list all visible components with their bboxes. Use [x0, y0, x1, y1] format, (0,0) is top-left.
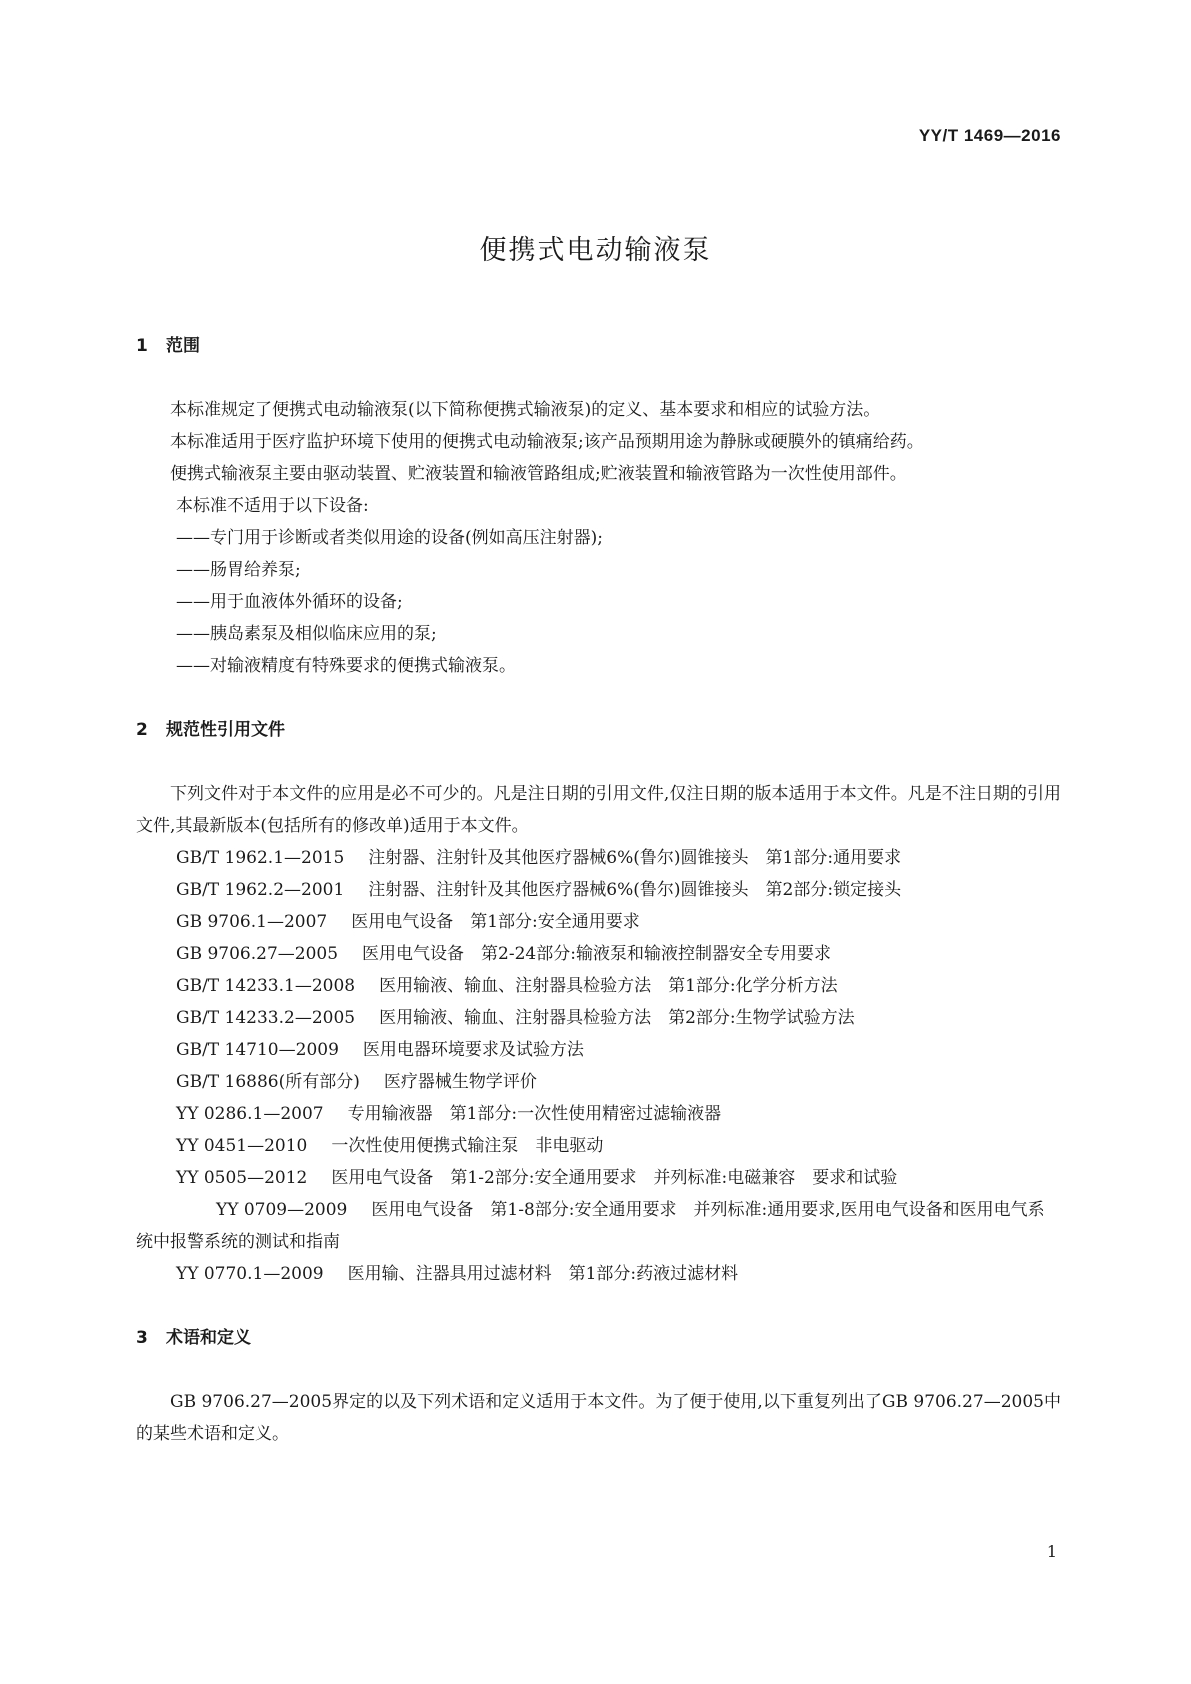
section-number: 2 [136, 720, 148, 740]
list-item: ——用于血液体外循环的设备; [176, 592, 403, 612]
reference-code: GB/T 16886(所有部分) [176, 1072, 360, 1092]
section-title: 范围 [166, 336, 200, 356]
section-terms-and-definitions [136, 1322, 1061, 1450]
reference-code: GB/T 14233.1—2008 [176, 976, 356, 996]
paragraph: 本标准适用于医疗监护环境下使用的便携式电动输液泵;该产品预期用途为静脉或硬膜外的镇痛给药。 [170, 432, 924, 452]
paragraph: 本标准不适用于以下设备: [176, 496, 369, 516]
list-item: ——肠胃给养泵; [176, 560, 301, 580]
section-heading [136, 1322, 1061, 1354]
document-body [136, 330, 1061, 1450]
reference-code: YY 0451—2010 [176, 1136, 308, 1156]
reference-code: GB/T 1962.2—2001 [176, 880, 345, 900]
reference-title: 注射器、注射针及其他医疗器械6%(鲁尔)圆锥接头 第1部分:通用要求 [368, 848, 902, 868]
reference-item [136, 906, 1061, 938]
reference-title: 医用输、注器具用过滤材料 第1部分:药液过滤材料 [347, 1264, 739, 1284]
reference-code: GB/T 14710—2009 [176, 1040, 339, 1060]
reference-code: YY 0286.1—2007 [176, 1104, 324, 1124]
list-item: ——专门用于诊断或者类似用途的设备(例如高压注射器); [176, 528, 603, 548]
reference-code: GB/T 1962.1—2015 [176, 848, 345, 868]
reference-code: GB 9706.27—2005 [176, 944, 339, 964]
reference-code: YY 0505—2012 [176, 1168, 308, 1188]
section-number: 3 [136, 1328, 148, 1348]
reference-title: 医疗器械生物学评价 [383, 1072, 537, 1092]
reference-item [136, 1194, 1061, 1258]
paragraph: 便携式输液泵主要由驱动装置、贮液装置和输液管路组成;贮液装置和输液管路为一次性使用部件。 [170, 464, 907, 484]
section-title: 术语和定义 [166, 1328, 251, 1348]
reference-item [136, 1034, 1061, 1066]
reference-item [136, 1066, 1061, 1098]
reference-code: GB/T 14233.2—2005 [176, 1008, 356, 1028]
reference-title: 医用电气设备 第1部分:安全通用要求 [351, 912, 640, 932]
reference-item [136, 1130, 1061, 1162]
reference-item [136, 1098, 1061, 1130]
reference-item [136, 1258, 1061, 1290]
paragraph: 下列文件对于本文件的应用是必不可少的。凡是注日期的引用文件,仅注日期的版本适用于本文件。凡是不注日期的引用文件,其最新版本(包括所有的修改单)适用于本文件。 [136, 784, 1061, 836]
reference-title: 一次性使用便携式输注泵 非电驱动 [331, 1136, 604, 1156]
standard-code: YY/T 1469—2016 [918, 126, 1061, 145]
reference-item [136, 842, 1061, 874]
page-number: 1 [1046, 1542, 1057, 1561]
reference-title: 注射器、注射针及其他医疗器械6%(鲁尔)圆锥接头 第2部分:锁定接头 [368, 880, 902, 900]
section-heading [136, 714, 1061, 746]
reference-code: YY 0770.1—2009 [176, 1264, 324, 1284]
reference-item [136, 938, 1061, 970]
reference-item [136, 970, 1061, 1002]
reference-title: 医用电器环境要求及试验方法 [362, 1040, 584, 1060]
section-heading [136, 330, 1061, 362]
reference-code: GB 9706.1—2007 [176, 912, 328, 932]
document-title: 便携式电动输液泵 [479, 235, 712, 266]
reference-item [136, 874, 1061, 906]
list-item: ——对输液精度有特殊要求的便携式输液泵。 [176, 656, 516, 676]
reference-title: 专用输液器 第1部分:一次性使用精密过滤输液器 [347, 1104, 722, 1124]
paragraph: 本标准规定了便携式电动输液泵(以下简称便携式输液泵)的定义、基本要求和相应的试验方法。 [170, 400, 881, 420]
reference-title: 医用电气设备 第1-8部分:安全通用要求 并列标准:通用要求,医用电气设备和医用电气系统中报警系统的测试和指南 [136, 1200, 1045, 1252]
paragraph: GB 9706.27—2005界定的以及下列术语和定义适用于本文件。为了便于使用,以下重复列出了GB 9706.27—2005中的某些术语和定义。 [136, 1392, 1061, 1444]
list-item: ——胰岛素泵及相似临床应用的泵; [176, 624, 437, 644]
section-scope [136, 330, 1061, 682]
section-title: 规范性引用文件 [166, 720, 285, 740]
section-number: 1 [136, 336, 148, 356]
reference-code: YY 0709—2009 [216, 1200, 348, 1220]
reference-title: 医用输液、输血、注射器具检验方法 第2部分:生物学试验方法 [379, 1008, 855, 1028]
reference-title: 医用电气设备 第1-2部分:安全通用要求 并列标准:电磁兼容 要求和试验 [331, 1168, 898, 1188]
reference-title: 医用输液、输血、注射器具检验方法 第1部分:化学分析方法 [379, 976, 838, 996]
section-normative-references [136, 714, 1061, 1290]
reference-item [136, 1162, 1061, 1194]
reference-title: 医用电气设备 第2-24部分:输液泵和输液控制器安全专用要求 [362, 944, 831, 964]
reference-item [136, 1002, 1061, 1034]
